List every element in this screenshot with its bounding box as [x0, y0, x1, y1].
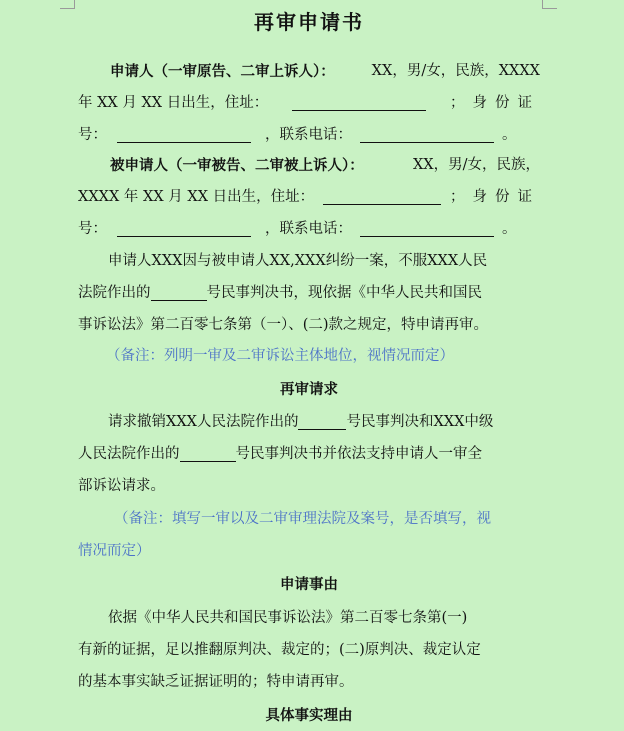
respondent-id-label: ；身份证: [449, 189, 540, 205]
reason-line-1: [78, 603, 540, 634]
reason-text-2: 有新的证据，足以推翻原判决、裁定的；(二)原判决、裁定认定: [78, 642, 481, 658]
applicant-id-label: ；身份证: [449, 95, 540, 111]
page-corner-mark-left: [60, 0, 75, 9]
applicant-id-number-label: 号：: [78, 127, 107, 143]
applicant-line-3: [78, 120, 540, 151]
request-text-3: 部诉讼请求。: [78, 478, 165, 494]
applicant-end: 。: [502, 127, 517, 143]
applicant-id-number-blank[interactable]: [117, 128, 251, 143]
intro-line-2: [78, 278, 540, 309]
respondent-line-3: [78, 214, 540, 245]
reason-text-1: 依据《中华人民共和国民事诉讼法》第二百零七条第(一): [108, 610, 468, 626]
reason-line-2: [78, 635, 540, 666]
respondent-heading: 被申请人（一审被告、二审被上诉人）：: [110, 157, 364, 174]
page-corner-mark-right: [542, 0, 557, 9]
note-1-text: （备注：列明一审及二审诉讼主体地位，视情况而定）: [106, 348, 454, 364]
note-2-text-1: （备注：填写一审以及二审审理法院及案号，是否填写，视: [114, 511, 491, 527]
section-title-retrial-request: [78, 374, 540, 405]
request-line-3: [78, 471, 540, 502]
document-title: 再审申请书: [254, 10, 364, 34]
intro-text-1: 申请人XXX因与被申请人XX,XXX纠纷一案，不服XXX人民: [108, 253, 488, 269]
request-text-2a: 人民法院作出的: [78, 446, 180, 462]
intro-line-3: [78, 310, 540, 341]
judgment-number-blank-2[interactable]: [298, 415, 346, 430]
applicant-birth-address-label: 年 XX 月 XX 日出生，住址：: [78, 95, 269, 111]
respondent-phone-blank[interactable]: [360, 222, 494, 237]
intro-text-3: 事诉讼法》第二百零七条第（一）、(二)款之规定，特申请再审。: [78, 317, 489, 333]
reason-text-3: 的基本事实缺乏证据证明的；特申请再审。: [78, 674, 354, 690]
request-text-1a: 请求撤销XXX人民法院作出的: [108, 414, 299, 430]
section-title-reasons: [78, 569, 540, 600]
reason-line-3: [78, 667, 540, 698]
applicant-phone-label: ，联系电话：: [265, 127, 352, 143]
respondent-address-blank[interactable]: [323, 190, 441, 205]
section-title-facts: [78, 700, 540, 731]
applicant-line-2: [78, 88, 540, 119]
section-title-3-text: 具体事实理由: [265, 707, 353, 724]
applicant-intro: XX，男/女，民族，XXXX: [371, 63, 540, 79]
note-2-text-2: 情况而定）: [78, 543, 151, 559]
respondent-id-number-blank[interactable]: [117, 222, 251, 237]
applicant-address-blank[interactable]: [292, 96, 426, 111]
note-2-line-2: [78, 536, 540, 567]
request-line-1: [78, 407, 540, 438]
intro-text-2a: 法院作出的: [78, 285, 151, 301]
respondent-phone-label: ，联系电话：: [265, 221, 352, 237]
request-text-1b: 号民事判决和XXX中级: [346, 414, 494, 430]
section-title-2-text: 申请事由: [280, 576, 338, 593]
intro-text-2b: 号民事判决书，现依据《中华人民共和国民: [206, 285, 482, 301]
respondent-line-1: [78, 150, 540, 181]
respondent-end: 。: [502, 221, 517, 237]
applicant-heading: 申请人（一审原告、二审上诉人）：: [110, 63, 335, 80]
respondent-line-2: [78, 182, 540, 213]
note-1: [78, 341, 540, 372]
respondent-intro: XX，男/女，民族，: [412, 157, 540, 173]
section-title-1-text: 再审请求: [280, 381, 338, 398]
intro-line-1: [78, 246, 540, 277]
judgment-number-blank-3[interactable]: [180, 447, 236, 462]
judgment-number-blank-1[interactable]: [151, 286, 207, 301]
request-text-2b: 号民事判决书并依法支持申请人一审全: [235, 446, 482, 462]
respondent-id-number-label: 号：: [78, 221, 107, 237]
applicant-line-1: [78, 56, 540, 87]
respondent-birth-address-label: XXXX 年 XX 月 XX 日出生，住址：: [78, 189, 315, 205]
applicant-phone-blank[interactable]: [360, 128, 494, 143]
note-2-line-1: [78, 504, 540, 535]
request-line-2: [78, 439, 540, 470]
